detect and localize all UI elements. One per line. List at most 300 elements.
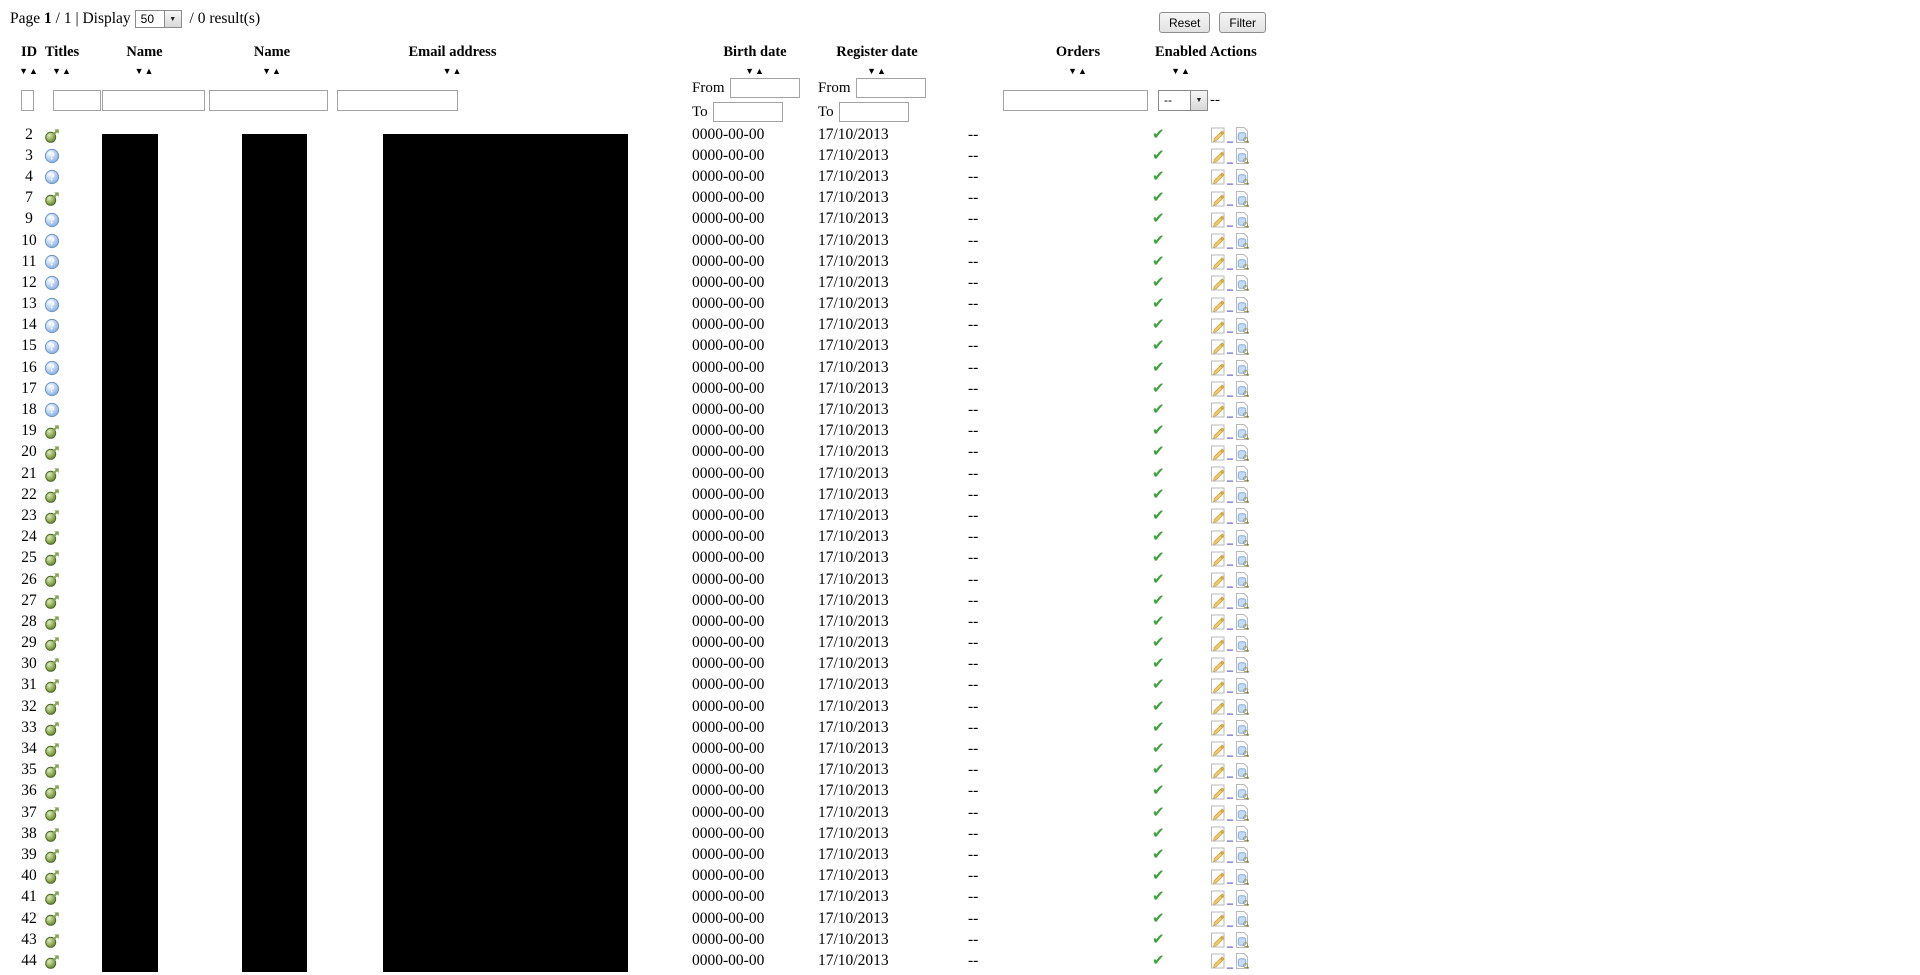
green-check-icon: ✔ xyxy=(1152,929,1165,948)
birth-date-cell: 0000-00-00 xyxy=(692,401,765,419)
edit-button[interactable] xyxy=(1210,782,1226,800)
view-button[interactable] xyxy=(1234,465,1250,483)
table-row xyxy=(14,611,1273,632)
birth-date-cell: 0000-00-00 xyxy=(692,591,765,609)
register-from-input[interactable] xyxy=(856,78,926,98)
edit-button[interactable] xyxy=(1210,888,1226,906)
view-button[interactable] xyxy=(1234,316,1250,334)
page-label: Page xyxy=(10,10,41,27)
action-separator: _ xyxy=(1227,616,1233,631)
question-ball-icon xyxy=(44,316,60,333)
actions-cell xyxy=(1210,717,1273,738)
register-date-cell: 17/10/2013 xyxy=(818,930,889,948)
edit-button[interactable] xyxy=(1210,147,1226,165)
actions-cell xyxy=(1210,548,1273,569)
edit-button[interactable] xyxy=(1210,825,1226,843)
birth-date-cell: 0000-00-00 xyxy=(692,782,765,800)
actions-cell xyxy=(1210,378,1273,399)
birth-date-cell: 0000-00-00 xyxy=(692,824,765,842)
view-button[interactable] xyxy=(1234,528,1250,546)
orders-cell: -- xyxy=(968,528,979,546)
enabled-cell xyxy=(1152,717,1210,738)
sort-asc-icon[interactable]: ▲ xyxy=(29,66,39,76)
orders-cell: -- xyxy=(968,909,979,927)
edit-button[interactable] xyxy=(1210,676,1226,694)
edit-button[interactable] xyxy=(1210,465,1226,483)
enabled-cell xyxy=(1152,844,1210,865)
sort-asc-icon[interactable]: ▲ xyxy=(452,66,463,76)
birth-date-cell: 0000-00-00 xyxy=(692,125,765,143)
view-button[interactable] xyxy=(1234,676,1250,694)
action-separator: _ xyxy=(1227,150,1233,165)
orders-cell: -- xyxy=(968,761,979,779)
view-button[interactable] xyxy=(1234,740,1250,758)
svg-text:?: ? xyxy=(49,152,55,163)
green-check-icon: ✔ xyxy=(1152,760,1165,779)
row-id: 42 xyxy=(21,909,37,927)
action-separator: _ xyxy=(1227,256,1233,271)
edit-button[interactable] xyxy=(1210,486,1226,504)
actions-cell xyxy=(1210,908,1273,929)
edit-button[interactable] xyxy=(1210,380,1226,398)
green-check-icon: ✔ xyxy=(1152,315,1165,334)
birth-date-cell: 0000-00-00 xyxy=(692,167,765,185)
register-date-cell: 17/10/2013 xyxy=(818,210,889,228)
sort-desc-icon[interactable]: ▼ xyxy=(442,66,453,76)
enabled-cell xyxy=(1152,738,1210,759)
male-symbol-icon xyxy=(44,910,61,927)
current-page: 1 xyxy=(44,10,52,27)
green-check-icon: ✔ xyxy=(1152,294,1165,313)
title-cell xyxy=(44,611,102,632)
birth-date-cell: 0000-00-00 xyxy=(692,443,765,461)
actions-cell xyxy=(1210,654,1273,675)
column-header-orders: Orders ▼▲ xyxy=(1055,44,1101,76)
enabled-cell xyxy=(1152,760,1210,781)
edit-button[interactable] xyxy=(1210,443,1226,461)
orders-cell: -- xyxy=(968,210,979,228)
action-separator: _ xyxy=(1227,299,1233,314)
table-row xyxy=(14,421,1273,442)
male-symbol-icon xyxy=(44,126,61,143)
orders-cell: -- xyxy=(968,803,979,821)
action-separator: _ xyxy=(1227,383,1233,398)
view-button[interactable] xyxy=(1234,867,1250,885)
row-id: 36 xyxy=(21,782,37,800)
action-separator: _ xyxy=(1227,468,1233,483)
enabled-cell xyxy=(1152,675,1210,696)
row-id: 3 xyxy=(25,146,33,164)
edit-button[interactable] xyxy=(1210,295,1226,313)
view-button[interactable] xyxy=(1234,210,1250,228)
table-row xyxy=(14,866,1273,887)
action-separator: _ xyxy=(1227,638,1233,653)
edit-button[interactable] xyxy=(1210,634,1226,652)
register-date-cell: 17/10/2013 xyxy=(818,146,889,164)
view-button[interactable] xyxy=(1234,443,1250,461)
view-button[interactable] xyxy=(1234,401,1250,419)
title-cell xyxy=(44,442,102,463)
enabled-cell xyxy=(1152,548,1210,569)
view-button[interactable] xyxy=(1234,825,1250,843)
edit-button[interactable] xyxy=(1210,359,1226,377)
green-check-icon: ✔ xyxy=(1152,400,1165,419)
action-separator: _ xyxy=(1227,786,1233,801)
row-id: 24 xyxy=(21,528,37,546)
title-cell xyxy=(44,209,102,230)
view-button[interactable] xyxy=(1234,359,1250,377)
enabled-cell xyxy=(1152,378,1210,399)
row-id: 9 xyxy=(25,210,33,228)
actions-cell xyxy=(1210,357,1273,378)
sort-asc-icon[interactable]: ▲ xyxy=(144,66,155,76)
view-button[interactable] xyxy=(1234,719,1250,737)
actions-cell xyxy=(1210,124,1273,145)
actions-cell xyxy=(1210,188,1273,209)
enabled-cell xyxy=(1152,823,1210,844)
orders-cell: -- xyxy=(968,697,979,715)
action-separator: _ xyxy=(1227,849,1233,864)
sort-desc-icon[interactable]: ▼ xyxy=(262,66,272,76)
orders-filter-input[interactable] xyxy=(1003,90,1148,111)
edit-button[interactable] xyxy=(1210,571,1226,589)
edit-button[interactable] xyxy=(1210,655,1226,673)
edit-button[interactable] xyxy=(1210,698,1226,716)
edit-button[interactable] xyxy=(1210,210,1226,228)
register-date-cell: 17/10/2013 xyxy=(818,506,889,524)
email-filter-input[interactable] xyxy=(337,90,458,111)
edit-button[interactable] xyxy=(1210,740,1226,758)
titles-filter-input[interactable] xyxy=(53,90,101,111)
redaction-box-email xyxy=(383,134,628,972)
view-button[interactable] xyxy=(1234,888,1250,906)
register-date-cell: 17/10/2013 xyxy=(818,337,889,355)
green-check-icon: ✔ xyxy=(1152,802,1165,821)
sort-asc-icon[interactable]: ▲ xyxy=(62,66,72,76)
table-row xyxy=(14,357,1273,378)
enabled-cell xyxy=(1152,399,1210,420)
birth-date-cell: 0000-00-00 xyxy=(692,930,765,948)
enabled-cell xyxy=(1152,230,1210,251)
edit-button[interactable] xyxy=(1210,910,1226,928)
row-id: 10 xyxy=(21,231,37,249)
register-date-cell: 17/10/2013 xyxy=(818,634,889,652)
register-date-cell: 17/10/2013 xyxy=(818,676,889,694)
title-cell xyxy=(44,505,102,526)
actions-cell xyxy=(1210,844,1273,865)
birth-date-cell: 0000-00-00 xyxy=(692,464,765,482)
view-button[interactable] xyxy=(1234,698,1250,716)
edit-button[interactable] xyxy=(1210,401,1226,419)
view-button[interactable] xyxy=(1234,782,1250,800)
register-date-cell: 17/10/2013 xyxy=(818,464,889,482)
name-filter-input[interactable] xyxy=(102,90,205,111)
edit-button[interactable] xyxy=(1210,337,1226,355)
orders-cell: -- xyxy=(968,634,979,652)
view-button[interactable] xyxy=(1234,655,1250,673)
green-check-icon: ✔ xyxy=(1152,124,1165,143)
birth-date-cell: 0000-00-00 xyxy=(692,888,765,906)
enabled-cell xyxy=(1152,315,1210,336)
sort-asc-icon[interactable]: ▲ xyxy=(272,66,282,76)
green-check-icon: ✔ xyxy=(1152,866,1165,885)
edit-button[interactable] xyxy=(1210,168,1226,186)
birth-date-cell: 0000-00-00 xyxy=(692,485,765,503)
display-count-value: 50 xyxy=(140,12,155,27)
row-id: 26 xyxy=(21,570,37,588)
edit-button[interactable] xyxy=(1210,189,1226,207)
view-button[interactable] xyxy=(1234,253,1250,271)
enabled-cell xyxy=(1152,569,1210,590)
question-ball-icon xyxy=(44,274,60,291)
sort-desc-icon[interactable]: ▼ xyxy=(19,66,29,76)
edit-button[interactable] xyxy=(1210,232,1226,250)
actions-cell xyxy=(1210,230,1273,251)
edit-button[interactable] xyxy=(1210,613,1226,631)
table-row xyxy=(14,378,1273,399)
birth-date-cell: 0000-00-00 xyxy=(692,909,765,927)
register-date-cell: 17/10/2013 xyxy=(818,189,889,207)
orders-cell: -- xyxy=(968,612,979,630)
edit-button[interactable] xyxy=(1210,592,1226,610)
actions-cell xyxy=(1210,633,1273,654)
register-date-cell: 17/10/2013 xyxy=(818,295,889,313)
actions-cell xyxy=(1210,442,1273,463)
view-button[interactable] xyxy=(1234,189,1250,207)
title-cell xyxy=(44,802,102,823)
actions-cell xyxy=(1210,336,1273,357)
view-button[interactable] xyxy=(1234,761,1250,779)
row-id: 14 xyxy=(21,316,37,334)
enabled-filter-select[interactable] xyxy=(1158,90,1208,111)
edit-button[interactable] xyxy=(1210,507,1226,525)
row-id: 19 xyxy=(21,422,37,440)
sort-asc-icon[interactable]: ▲ xyxy=(1181,66,1191,76)
view-button[interactable] xyxy=(1234,232,1250,250)
actions-cell xyxy=(1210,166,1273,187)
green-check-icon: ✔ xyxy=(1152,378,1165,397)
select-arrow-icon: ▼ xyxy=(164,11,181,27)
register-date-cell: 17/10/2013 xyxy=(818,379,889,397)
svg-text:?: ? xyxy=(49,237,55,248)
svg-text:?: ? xyxy=(49,300,55,311)
edit-button[interactable] xyxy=(1210,126,1226,144)
view-button[interactable] xyxy=(1234,337,1250,355)
male-symbol-icon xyxy=(44,443,61,460)
green-check-icon: ✔ xyxy=(1152,590,1165,609)
orders-cell: -- xyxy=(968,740,979,758)
edit-button[interactable] xyxy=(1210,952,1226,970)
sort-asc-icon[interactable]: ▲ xyxy=(1078,66,1088,76)
view-button[interactable] xyxy=(1234,613,1250,631)
actions-cell xyxy=(1210,399,1273,420)
table-row xyxy=(14,484,1273,505)
title-cell xyxy=(44,357,102,378)
enabled-cell xyxy=(1152,527,1210,548)
view-button[interactable] xyxy=(1234,846,1250,864)
sort-desc-icon[interactable]: ▼ xyxy=(52,66,62,76)
sort-desc-icon[interactable]: ▼ xyxy=(1068,66,1078,76)
title-cell xyxy=(44,823,102,844)
view-button[interactable] xyxy=(1234,592,1250,610)
edit-button[interactable] xyxy=(1210,253,1226,271)
register-date-cell: 17/10/2013 xyxy=(818,401,889,419)
filter-button[interactable]: Filter xyxy=(1219,12,1266,33)
birth-date-cell: 0000-00-00 xyxy=(692,528,765,546)
view-button[interactable] xyxy=(1234,507,1250,525)
table-row xyxy=(14,633,1273,654)
sort-asc-icon[interactable]: ▲ xyxy=(755,66,765,76)
view-button[interactable] xyxy=(1234,549,1250,567)
table-row xyxy=(14,188,1273,209)
edit-button[interactable] xyxy=(1210,867,1226,885)
enabled-cell xyxy=(1152,611,1210,632)
view-button[interactable] xyxy=(1234,804,1250,822)
title-cell xyxy=(44,188,102,209)
green-check-icon: ✔ xyxy=(1152,357,1165,376)
view-button[interactable] xyxy=(1234,274,1250,292)
green-check-icon: ✔ xyxy=(1152,696,1165,715)
view-button[interactable] xyxy=(1234,634,1250,652)
reset-button[interactable]: Reset xyxy=(1159,12,1210,33)
male-symbol-icon xyxy=(44,634,61,651)
view-button[interactable] xyxy=(1234,486,1250,504)
actions-cell xyxy=(1210,611,1273,632)
orders-cell: -- xyxy=(968,655,979,673)
title-cell xyxy=(44,887,102,908)
table-row xyxy=(14,760,1273,781)
birth-date-cell: 0000-00-00 xyxy=(692,273,765,291)
edit-button[interactable] xyxy=(1210,316,1226,334)
green-check-icon: ✔ xyxy=(1152,717,1165,736)
view-button[interactable] xyxy=(1234,571,1250,589)
table-row xyxy=(14,272,1273,293)
row-id: 2 xyxy=(25,125,33,143)
action-separator: _ xyxy=(1227,129,1233,144)
edit-button[interactable] xyxy=(1210,719,1226,737)
view-button[interactable] xyxy=(1234,910,1250,928)
table-row xyxy=(14,696,1273,717)
table-row xyxy=(14,230,1273,251)
question-ball-icon xyxy=(44,210,60,227)
actions-cell xyxy=(1210,251,1273,272)
register-date-cell: 17/10/2013 xyxy=(818,549,889,567)
view-button[interactable] xyxy=(1234,422,1250,440)
name-2-filter-input[interactable] xyxy=(209,90,328,111)
orders-cell: -- xyxy=(968,273,979,291)
row-id: 33 xyxy=(21,718,37,736)
edit-button[interactable] xyxy=(1210,761,1226,779)
action-separator: _ xyxy=(1227,701,1233,716)
register-date-cell: 17/10/2013 xyxy=(818,570,889,588)
view-button[interactable] xyxy=(1234,126,1250,144)
sort-desc-icon[interactable]: ▼ xyxy=(867,66,877,76)
question-ball-icon xyxy=(44,232,60,249)
question-ball-icon xyxy=(44,295,60,312)
row-id: 43 xyxy=(21,930,37,948)
actions-cell xyxy=(1210,590,1273,611)
table-row xyxy=(14,505,1273,526)
action-separator: _ xyxy=(1227,510,1233,525)
row-id: 22 xyxy=(21,485,37,503)
male-symbol-icon xyxy=(44,782,61,799)
enabled-cell xyxy=(1152,908,1210,929)
redaction-box-first-name xyxy=(102,134,158,972)
row-id: 37 xyxy=(21,803,37,821)
table-row xyxy=(14,781,1273,802)
edit-button[interactable] xyxy=(1210,931,1226,949)
table-row xyxy=(14,145,1273,166)
table-row xyxy=(14,844,1273,865)
title-cell xyxy=(44,548,102,569)
table-row xyxy=(14,209,1273,230)
register-to-input[interactable] xyxy=(839,102,909,122)
birth-from-input[interactable] xyxy=(730,78,800,98)
row-id: 32 xyxy=(21,697,37,715)
birth-date-cell: 0000-00-00 xyxy=(692,379,765,397)
birth-date-cell: 0000-00-00 xyxy=(692,210,765,228)
sort-desc-icon[interactable]: ▼ xyxy=(134,66,145,76)
id-filter-input[interactable] xyxy=(21,90,34,111)
sort-desc-icon[interactable]: ▼ xyxy=(1171,66,1181,76)
edit-button[interactable] xyxy=(1210,528,1226,546)
green-check-icon: ✔ xyxy=(1152,675,1165,694)
orders-cell: -- xyxy=(968,824,979,842)
table-row xyxy=(14,887,1273,908)
sort-desc-icon[interactable]: ▼ xyxy=(745,66,755,76)
birth-to-input[interactable] xyxy=(713,102,783,122)
action-separator: _ xyxy=(1227,744,1233,759)
sort-asc-icon[interactable]: ▲ xyxy=(877,66,887,76)
edit-button[interactable] xyxy=(1210,549,1226,567)
edit-button[interactable] xyxy=(1210,274,1226,292)
row-id: 38 xyxy=(21,824,37,842)
results-count: / 0 result(s) xyxy=(189,10,261,27)
actions-cell xyxy=(1210,950,1273,971)
view-button[interactable] xyxy=(1234,931,1250,949)
edit-button[interactable] xyxy=(1210,422,1226,440)
view-button[interactable] xyxy=(1234,168,1250,186)
birth-date-cell: 0000-00-00 xyxy=(692,146,765,164)
row-id: 34 xyxy=(21,740,37,758)
display-count-select[interactable] xyxy=(135,10,182,28)
edit-button[interactable] xyxy=(1210,846,1226,864)
view-button[interactable] xyxy=(1234,295,1250,313)
edit-button[interactable] xyxy=(1210,804,1226,822)
enabled-cell xyxy=(1152,484,1210,505)
header-row xyxy=(14,32,1273,76)
register-date-cell: 17/10/2013 xyxy=(818,824,889,842)
display-label: Display xyxy=(82,10,131,27)
column-header-name-2: Name ▼▲ xyxy=(253,44,291,76)
birth-date-cell: 0000-00-00 xyxy=(692,316,765,334)
enabled-cell xyxy=(1152,887,1210,908)
orders-cell: -- xyxy=(968,443,979,461)
row-id: 15 xyxy=(21,337,37,355)
male-symbol-icon xyxy=(44,825,61,842)
register-date-cell: 17/10/2013 xyxy=(818,358,889,376)
view-button[interactable] xyxy=(1234,147,1250,165)
title-cell xyxy=(44,294,102,315)
column-header-birth-date: Birth date ▼▲ xyxy=(723,44,787,76)
action-separator: _ xyxy=(1227,680,1233,695)
title-cell xyxy=(44,696,102,717)
title-cell xyxy=(44,336,102,357)
register-from-label: From xyxy=(818,79,851,96)
view-button[interactable] xyxy=(1234,952,1250,970)
svg-text:?: ? xyxy=(49,385,55,396)
view-button[interactable] xyxy=(1234,380,1250,398)
